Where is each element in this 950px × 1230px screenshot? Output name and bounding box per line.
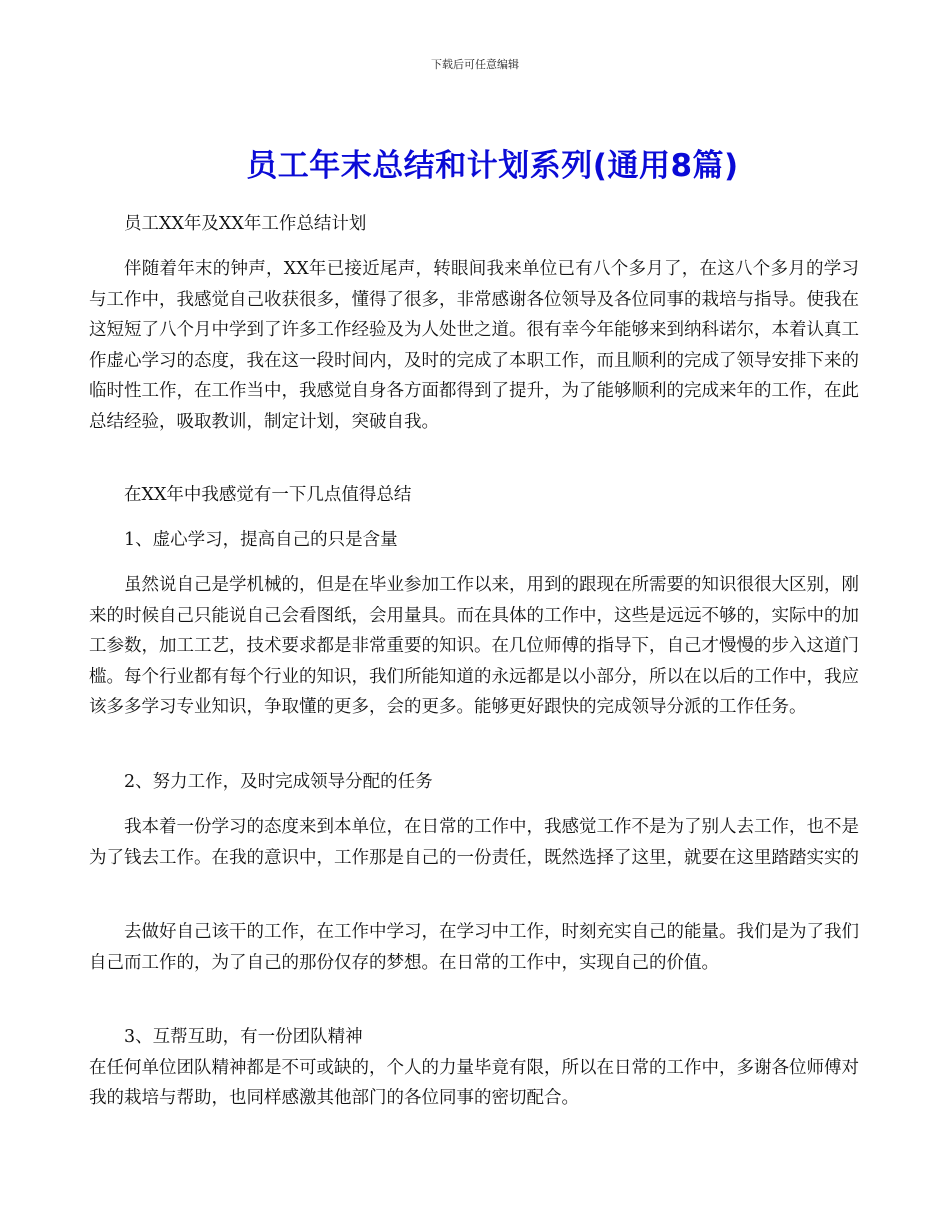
section-subtitle: 员工XX年及XX年工作总结计划 [124, 214, 367, 234]
point-1-heading: 1、虚心学习，提高自己的只是含量 [124, 530, 398, 550]
body-paragraph [89, 209, 859, 240]
body-paragraph [89, 767, 859, 798]
body-paragraph [89, 570, 859, 723]
point-2-heading: 2、努力工作，及时完成领导分配的任务 [124, 772, 433, 792]
point-2-body-continued: 去做好自己该干的工作，在工作中学习，在学习中工作，时刻充实自己的能量。我们是为了我们自己而工作的，为了自己的那份仅存的梦想。在日常的工作中，实现自己的价值。 [89, 922, 859, 973]
summary-heading: 在XX年中我感觉有一下几点值得总结 [124, 485, 412, 505]
body-paragraph [89, 525, 859, 556]
document-title: 员工年末总结和计划系列(通用8篇) [246, 148, 739, 184]
header-note: 下载后可任意编辑 [431, 58, 519, 71]
body-paragraph [89, 254, 859, 437]
body-paragraph [89, 812, 859, 873]
point-3-body: 在任何单位团队精神都是不可或缺的，个人的力量毕竟有限，所以在日常的工作中，多谢各位师傅对我的栽培与帮助，也同样感激其他部门的各位同事的密切配合。 [89, 1057, 859, 1108]
point-1-body: 虽然说自己是学机械的，但是在毕业参加工作以来，用到的跟现在所需要的知识很很大区别，刚来的时候自己只能说自己会看图纸，会用量具。而在具体的工作中，这些是远远不够的，实际中的加工参数，加工工艺，技术要求都是非常重要的知识。在几位师傅的指导下，自己才慢慢的步入这道门槛。每个行业都有每个行业的知识，我们所能知道的永远都是以小部分，所以在以后的工作中，我应该多多学习专业知识，争取懂的更多，会的更多。能够更好跟快的完成领导分派的工作任务。 [89, 575, 859, 717]
body-paragraph [89, 1022, 859, 1114]
point-2-body: 我本着一份学习的态度来到本单位，在日常的工作中，我感觉工作不是为了别人去工作，也不是为了钱去工作。在我的意识中，工作那是自己的一份责任，既然选择了这里，就要在这里踏踏实实的 [89, 817, 859, 868]
body-paragraph [89, 917, 859, 978]
paragraph-intro: 伴随着年末的钟声，XX年已接近尾声，转眼间我来单位已有八个多月了，在这八个多月的学习与工作中，我感觉自己收获很多，懂得了很多，非常感谢各位领导及各位同事的栽培与指导。使我在这短短了八个月中学到了许多工作经验及为人处世之道。很有幸今年能够来到纳科诺尔，本着认真工作虚心学习的态度，我在这一段时间内，及时的完成了本职工作，而且顺利的完成了领导安排下来的临时性工作，在工作当中，我感觉自身各方面都得到了提升，为了能够顺利的完成来年的工作，在此总结经验，吸取教训，制定计划，突破自我。 [89, 259, 859, 432]
point-3-heading: 3、互帮互助，有一份团队精神 [124, 1027, 363, 1047]
body-paragraph [89, 480, 859, 511]
